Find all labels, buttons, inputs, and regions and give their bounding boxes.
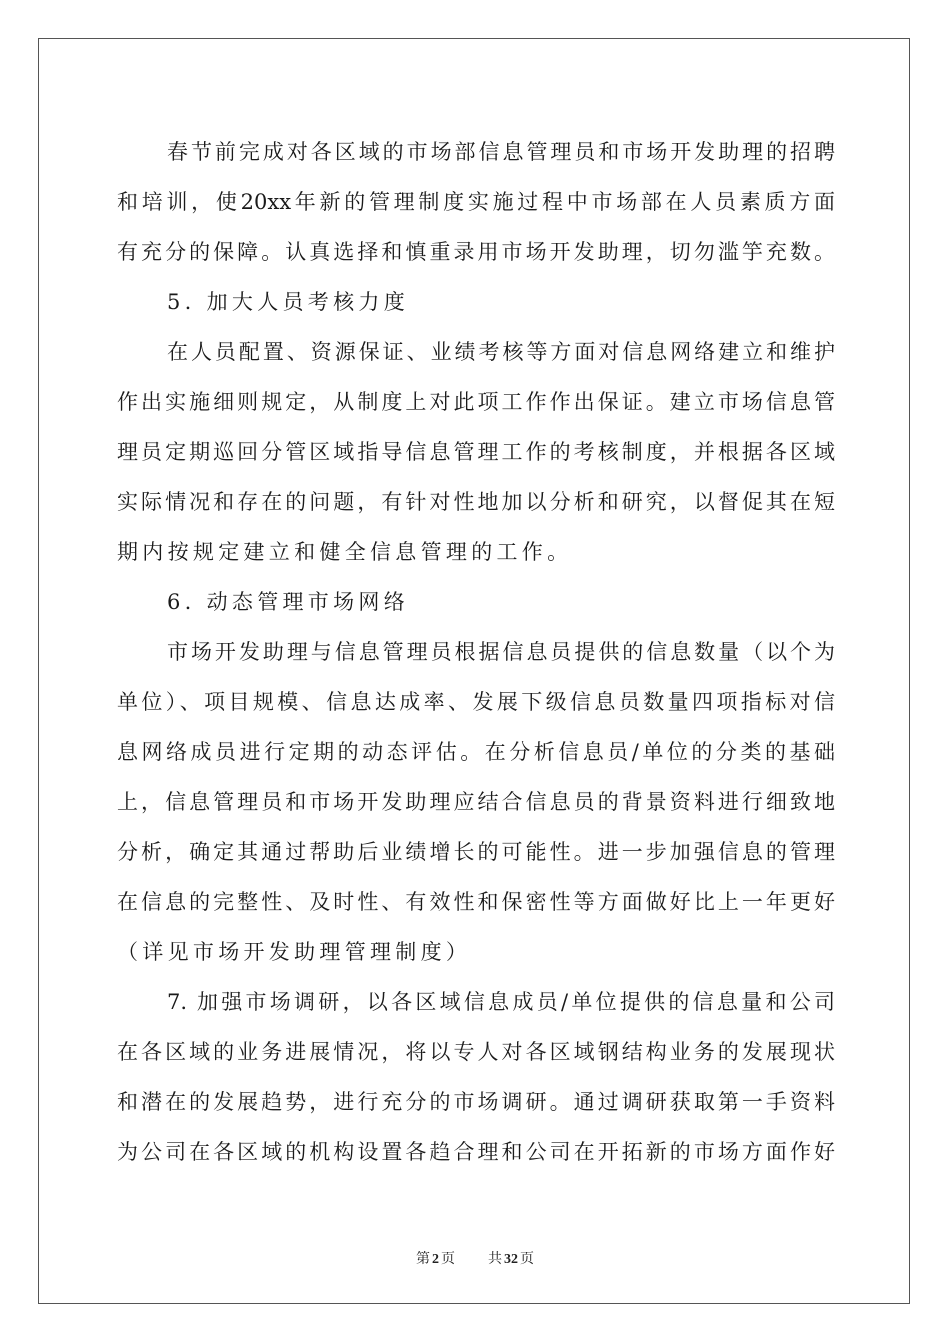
text-line: 上，信息管理员和市场开发助理应结合信息员的背景资料进行细致地 <box>117 790 835 814</box>
text-line: 7. 加强市场调研，以各区域信息成员/单位提供的信息量和公司 <box>167 990 835 1014</box>
total-pages-indicator: 共 32 页 <box>487 1251 534 1267</box>
text-line: （详见市场开发助理管理制度） <box>117 940 472 964</box>
text-line: 在各区域的业务进展情况，将以专人对各区域钢结构业务的发展现状 <box>117 1040 835 1064</box>
section-heading: 6. 动态管理市场网络 <box>167 590 410 614</box>
section-heading: 5. 加大人员考核力度 <box>167 290 410 314</box>
text-line: 期内按规定建立和健全信息管理的工作。 <box>117 540 573 564</box>
text-line: 市场开发助理与信息管理员根据信息员提供的信息数量（以个为 <box>167 640 835 664</box>
text-line: 在人员配置、资源保证、业绩考核等方面对信息网络建立和维护 <box>167 340 835 364</box>
text-line: 单位）、项目规模、信息达成率、发展下级信息员数量四项指标对信 <box>117 690 835 714</box>
text-line: 和培训，使20xx年新的管理制度实施过程中市场部在人员素质方面 <box>117 190 835 214</box>
text-line: 和潜在的发展趋势，进行充分的市场调研。通过调研获取第一手资料 <box>117 1090 835 1114</box>
page-indicator: 第 2 页 <box>416 1251 456 1267</box>
text-line: 春节前完成对各区域的市场部信息管理员和市场开发助理的招聘 <box>167 140 835 164</box>
text-line: 有充分的保障。认真选择和慎重录用市场开发助理，切勿滥竽充数。 <box>117 240 835 264</box>
text-line: 理员定期巡回分管区域指导信息管理工作的考核制度，并根据各区域 <box>117 440 835 464</box>
text-line: 在信息的完整性、及时性、有效性和保密性等方面做好比上一年更好 <box>117 890 835 914</box>
text-line: 为公司在各区域的机构设置各趋合理和公司在开拓新的市场方面作好 <box>117 1140 835 1164</box>
text-line: 息网络成员进行定期的动态评估。在分析信息员/单位的分类的基础 <box>117 740 835 764</box>
text-line: 实际情况和存在的问题，有针对性地加以分析和研究，以督促其在短 <box>117 490 835 514</box>
text-line: 分析，确定其通过帮助后业绩增长的可能性。进一步加强信息的管理 <box>117 840 835 864</box>
document-body <box>117 127 835 1177</box>
text-line: 作出实施细则规定，从制度上对此项工作作出保证。建立市场信息管 <box>117 390 835 414</box>
page-footer <box>0 1248 950 1268</box>
